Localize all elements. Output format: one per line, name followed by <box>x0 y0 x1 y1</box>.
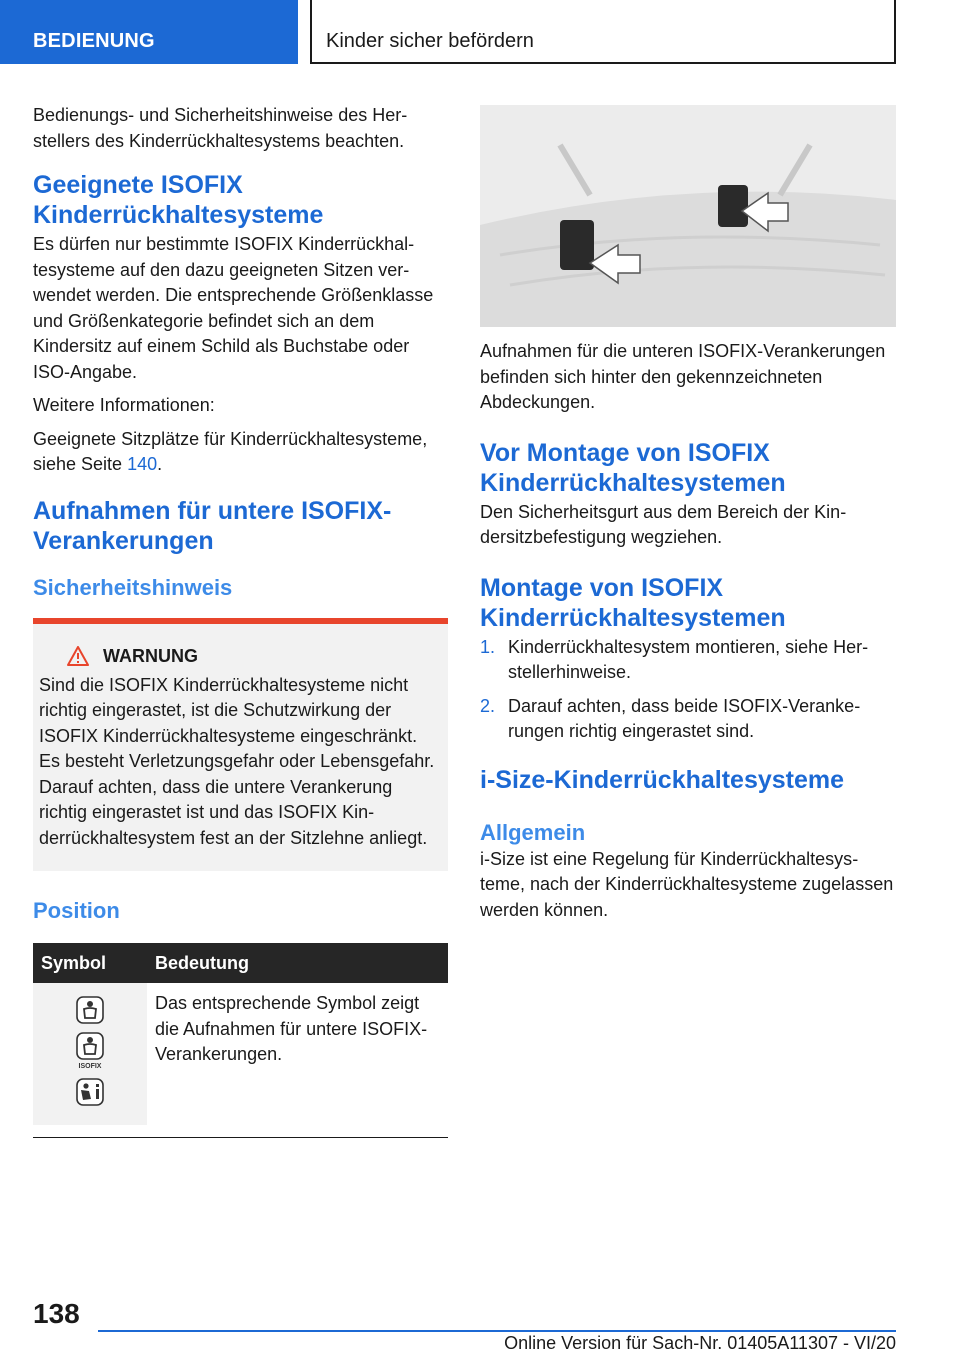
warning-triangle-icon <box>67 646 89 666</box>
step-text: Darauf achten, dass beide ISOFIX-Verankerungen richtig eingerastet sind. <box>508 695 861 741</box>
svg-text:ISOFIX: ISOFIX <box>78 1063 102 1070</box>
intro-paragraph: Bedienungs- und Sicherheitshinweise des Herstellers des Kinderrückhaltesystems beachten. <box>33 105 408 151</box>
warning-title: WARNUNG <box>103 645 198 666</box>
footer-version: Online Version für Sach-Nr. 01405A11307 - VI/20 <box>504 1333 896 1353</box>
section-tab: BEDIENUNG <box>0 0 298 64</box>
heading-safety-note: Sicherheitshinweis <box>33 574 233 600</box>
seat-isofix-photo <box>480 105 896 327</box>
photo-caption: Aufnahmen für die unteren ISOFIX-Verankerungen befinden sich hinter den gekennzeichneten Abdeckungen. <box>480 341 886 412</box>
symbol-cell <box>33 983 147 1125</box>
paragraph-suitable: Es dürfen nur bestimmte ISOFIX Kinderrückhaltesysteme auf den dazu geeigneten Sitzen verwendet werden. Die entsprechende Größenklasse und Größenkategorie befindet sich an dem Kindersitz auf einem Schild als Buchstabe oder ISO-Angabe. <box>33 234 434 382</box>
step-number: 1. <box>480 636 496 657</box>
heading-suitable-isofix: Geeignete ISOFIX Kinderrückhaltesysteme <box>33 171 324 229</box>
paragraph-seat-reference <box>33 427 448 478</box>
step-number: 2. <box>480 695 496 716</box>
heading-before-mounting: Vor Montage von ISOFIX Kinderrückhaltesystemen <box>480 438 786 497</box>
col-symbol-header: Symbol <box>33 943 147 983</box>
paragraph-before-mounting: Den Sicherheitsgurt aus dem Bereich der Kindersitzbefestigung wegziehen. <box>480 501 847 547</box>
left-column <box>33 100 448 1138</box>
list-item <box>480 694 896 745</box>
paragraph-isize: i-Size ist eine Regelung für Kinderrückhaltesysteme, nach der Kinderrückhaltesysteme zugelassen werden können. <box>480 848 894 920</box>
heading-general: Allgemein <box>480 819 586 845</box>
heading-position: Position <box>33 898 120 923</box>
child-seat-icon <box>75 995 105 1025</box>
table-row <box>33 983 448 1125</box>
paragraph-more-info: Weitere Informationen: <box>33 395 215 415</box>
seat-reference-suffix: . <box>157 454 163 474</box>
page-link-140[interactable]: 140 <box>127 454 158 474</box>
isofix-child-seat-icon <box>75 1031 105 1071</box>
symbol-table <box>33 943 448 1125</box>
warning-box <box>33 618 448 872</box>
isofix-info-icon <box>75 1077 105 1107</box>
footer-divider <box>98 1330 896 1332</box>
seat-reference-text: Geeignete Sitzplätze für Kinderrückhaltesysteme, siehe Seite <box>33 428 428 474</box>
heading-mounting: Montage von ISOFIX Kinderrückhaltesystemen <box>480 573 786 632</box>
heading-isize: i-Size-Kinderrückhaltesysteme <box>480 765 845 794</box>
warning-text: Sind die ISOFIX Kinderrückhaltesysteme nicht richtig eingerastet, ist die Schutzwirkung der ISOFIX Kinderrückhaltesysteme eingeschränkt. Es besteht Verletzungsgefahr oder Lebensgefahr. Darauf achten, dass die untere Verankerung richtig eingerastet ist und das ISOFIX Kinderrückhaltesystem fest an der Sitzlehne anliegt. <box>39 674 435 848</box>
mounting-steps-list <box>480 635 896 745</box>
chapter-title: Kinder sicher befördern <box>310 0 896 64</box>
page-number: 138 <box>33 1298 80 1329</box>
right-column <box>480 105 896 923</box>
col-meaning-header: Bedeutung <box>147 943 448 983</box>
table-header-row <box>33 943 448 983</box>
heading-lower-anchors: Aufnahmen für untere ISOFIX-Verankerungen <box>33 496 392 555</box>
list-item <box>480 635 896 686</box>
meaning-cell: Das entsprechende Symbol zeigt die Aufnahmen für untere ISOFIX-Verankerungen. <box>155 993 428 1064</box>
warning-header <box>67 646 442 667</box>
symbol-table-wrapper <box>33 943 448 1138</box>
step-text: Kinderrückhaltesystem montieren, siehe Herstellerhinweise. <box>508 636 869 682</box>
